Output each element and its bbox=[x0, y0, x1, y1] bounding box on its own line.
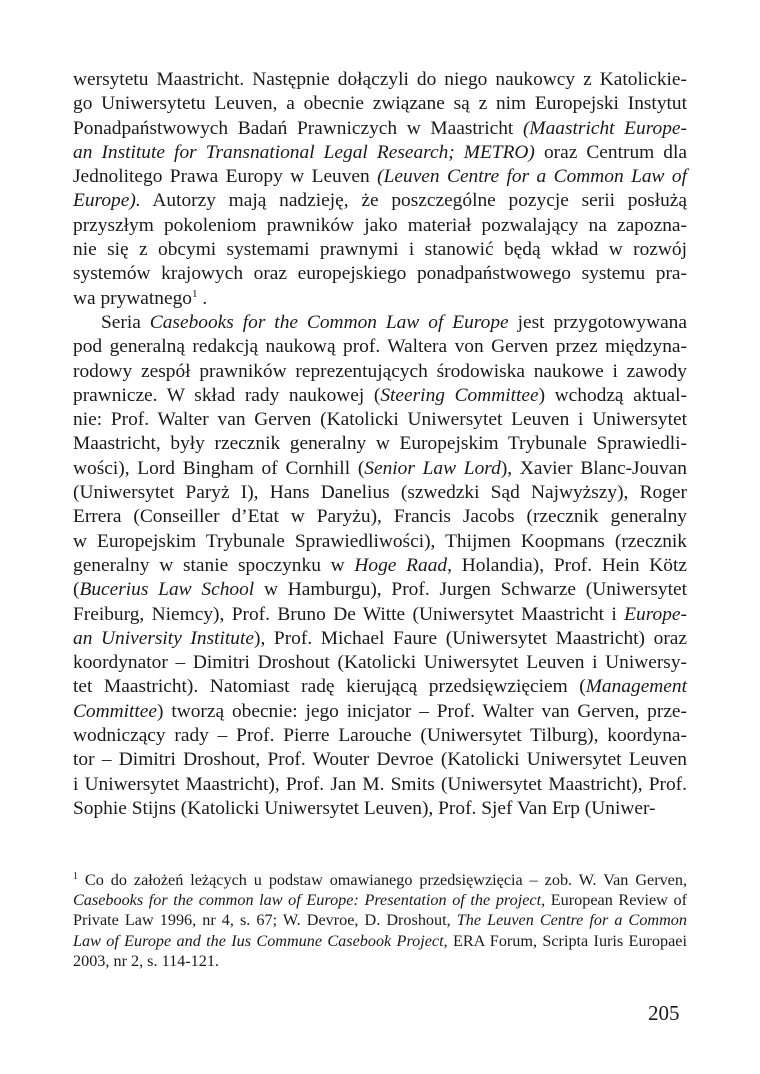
text-run: rodowy zespół prawników reprezentujących środowiska naukowe i zawody bbox=[73, 360, 687, 382]
text-run: Ponadpaństwowych Badań Prawniczych w Maastricht bbox=[73, 117, 523, 139]
text-line bbox=[73, 432, 687, 456]
text-run: , ERA Forum, Scripta Iuris Europaei bbox=[443, 931, 687, 950]
italic-text: Committee bbox=[73, 700, 158, 722]
text-run: nie: Prof. Walter van Gerven (Katolicki Uniwersytet Leuven i Uniwersytet bbox=[73, 409, 687, 431]
italic-text: The Leuven Centre for a Common bbox=[456, 911, 687, 930]
text-run: ) tworzą obecnie: jego inicjator – Prof. Walter van Gerven, prze- bbox=[157, 700, 687, 722]
text-run: , European Review of bbox=[541, 891, 687, 910]
text-run: ) wchodzą aktual- bbox=[538, 384, 687, 406]
italic-text: Casebooks for the common law of Europe: Presentation of the project bbox=[73, 891, 542, 910]
text-run: wości), Lord Bingham of Cornhill ( bbox=[73, 457, 365, 479]
text-line bbox=[73, 68, 687, 92]
text-run: go Uniwersytetu Leuven, a obecnie związane są z nim Europejski Instytut bbox=[73, 93, 687, 115]
italic-text: Senior Law Lord bbox=[364, 457, 501, 479]
text-run: jest przygotowywana bbox=[508, 311, 687, 333]
text-run: ), Xavier Blanc-Jouvan bbox=[500, 457, 687, 479]
text-run: i Uniwersytet Maastricht), Prof. Jan M. Smits (Uniwersytet Maastricht), Prof. bbox=[73, 773, 687, 795]
text-line bbox=[73, 141, 687, 165]
text-run: przyszłym pokoleniom prawników jako materiał pozwalający na zapozna- bbox=[73, 214, 687, 236]
text-run: Autorzy mają nadzieję, że poszczególne pozycje serii posłużą bbox=[140, 190, 687, 212]
text-run: ( bbox=[73, 579, 80, 601]
text-line bbox=[73, 287, 687, 311]
text-run: (Uniwersytet Paryż I), Hans Danelius (szwedzki Sąd Najwyższy), Roger bbox=[73, 482, 687, 504]
italic-text: Management bbox=[585, 676, 687, 698]
text-line bbox=[73, 165, 687, 189]
text-line bbox=[73, 117, 687, 141]
text-run: tet Maastricht). Natomiast radę kierującą przedsięwzięciem ( bbox=[73, 676, 586, 698]
footnote-marker: 1 bbox=[192, 287, 198, 300]
text-line bbox=[73, 651, 687, 675]
text-line bbox=[73, 603, 687, 627]
text-run: oraz Centrum dla bbox=[534, 141, 687, 163]
text-run: , Holandia), Prof. Hein Kötz bbox=[447, 554, 687, 576]
text-line bbox=[73, 214, 687, 238]
text-line bbox=[73, 360, 687, 384]
text-run: pod generalną redakcją naukową prof. Waltera von Gerven przez międzyna- bbox=[73, 336, 687, 358]
text-run: tor – Dimitri Droshout, Prof. Wouter Devroe (Katolicki Uniwersytet Leuven bbox=[73, 749, 687, 771]
text-line bbox=[73, 890, 687, 910]
text-line bbox=[73, 748, 687, 772]
text-line bbox=[73, 724, 687, 748]
italic-text: an University Institute bbox=[73, 627, 254, 649]
italic-text: Europe- bbox=[624, 603, 687, 625]
italic-text: Bucerius Law School bbox=[79, 579, 255, 601]
text-line bbox=[73, 384, 687, 408]
text-run: systemów krajowych oraz europejskiego ponadpaństwowego systemu pra- bbox=[73, 263, 687, 285]
text-run: wa prywatnego bbox=[73, 287, 192, 309]
text-run: . bbox=[197, 287, 208, 309]
text-line bbox=[73, 675, 687, 699]
text-line bbox=[73, 92, 687, 116]
text-run: 2003, nr 2, s. 114-121. bbox=[73, 951, 219, 970]
text-run: w Hamburgu), Prof. Jurgen Schwarze (Uniwersytet bbox=[254, 579, 687, 601]
text-run: nie się z obcymi systemami prawnymi i stanowić będą wkład w rozwój bbox=[73, 239, 687, 261]
text-run: Seria bbox=[101, 311, 150, 333]
text-line bbox=[73, 238, 687, 262]
text-run: w Europejskim Trybunale Sprawiedliwości), Thijmen Koopmans (rzecznik bbox=[73, 530, 687, 552]
text-run: prawnicze. W skład rady naukowej ( bbox=[73, 384, 381, 406]
text-line bbox=[73, 578, 687, 602]
text-line bbox=[73, 870, 687, 890]
text-line bbox=[73, 262, 687, 286]
text-run: Freiburg, Niemcy), Prof. Bruno De Witte (Uniwersytet Maastricht i bbox=[73, 603, 625, 625]
footnote bbox=[73, 870, 687, 971]
italic-text: Europe). bbox=[73, 190, 141, 212]
main-text bbox=[73, 68, 687, 821]
italic-text: (Leuven Centre for a Common Law of bbox=[377, 166, 687, 188]
page-number: 205 bbox=[648, 1001, 680, 1025]
italic-text: Hoge Raad bbox=[354, 554, 448, 576]
text-run: koordynator – Dimitri Droshout (Katolicki Uniwersytet Leuven i Uniwersy- bbox=[73, 652, 687, 674]
text-line bbox=[73, 773, 687, 797]
text-line bbox=[73, 335, 687, 359]
text-line bbox=[73, 408, 687, 432]
italic-text: Casebooks for the Common Law of Europe bbox=[149, 311, 509, 333]
italic-text: Law of Europe and the Ius Commune Casebook Project bbox=[73, 931, 444, 950]
text-run: Maastricht, były rzecznik generalny w Europejskim Trybunale Sprawiedli- bbox=[73, 433, 687, 455]
text-line bbox=[73, 457, 687, 481]
text-run: Jednolitego Prawa Europy w Leuven bbox=[73, 166, 378, 188]
text-line bbox=[73, 910, 687, 930]
text-run: wodniczący rady – Prof. Pierre Larouche (Uniwersytet Tilburg), koordyna- bbox=[73, 725, 687, 747]
text-run: Sophie Stijns (Katolicki Uniwersytet Leuven), Prof. Sjef Van Erp (Uniwer- bbox=[73, 797, 656, 819]
text-run: Private Law 1996, nr 4, s. 67; W. Devroe, D. Droshout, bbox=[73, 911, 457, 930]
italic-text: (Maastricht Europe- bbox=[522, 117, 687, 139]
footnote-marker: 1 bbox=[73, 871, 78, 882]
text-line bbox=[73, 627, 687, 651]
text-line bbox=[73, 554, 687, 578]
italic-text: an Institute for Transnational Legal Research; METRO) bbox=[73, 141, 535, 163]
text-run: ), Prof. Michael Faure (Uniwersytet Maastricht) oraz bbox=[253, 627, 687, 649]
text-run: generalny w stanie spoczynku w bbox=[73, 554, 355, 576]
text-line bbox=[73, 530, 687, 554]
text-line bbox=[73, 797, 687, 821]
text-line bbox=[73, 311, 687, 335]
text-run: Errera (Conseiller d’Etat w Paryżu), Francis Jacobs (rzecznik generalny bbox=[73, 506, 687, 528]
text-line bbox=[73, 481, 687, 505]
text-line bbox=[73, 931, 687, 951]
text-line bbox=[73, 189, 687, 213]
text-line bbox=[73, 505, 687, 529]
text-run: Co do założeń leżących u podstaw omawianego przedsięwzięcia – zob. W. Van Gerven, bbox=[78, 871, 687, 889]
text-run: wersytetu Maastricht. Następnie dołączyli do niego naukowcy z Katolickie- bbox=[73, 69, 687, 90]
italic-text: Steering Committee bbox=[380, 384, 539, 406]
text-line bbox=[73, 700, 687, 724]
text-line bbox=[73, 951, 687, 971]
